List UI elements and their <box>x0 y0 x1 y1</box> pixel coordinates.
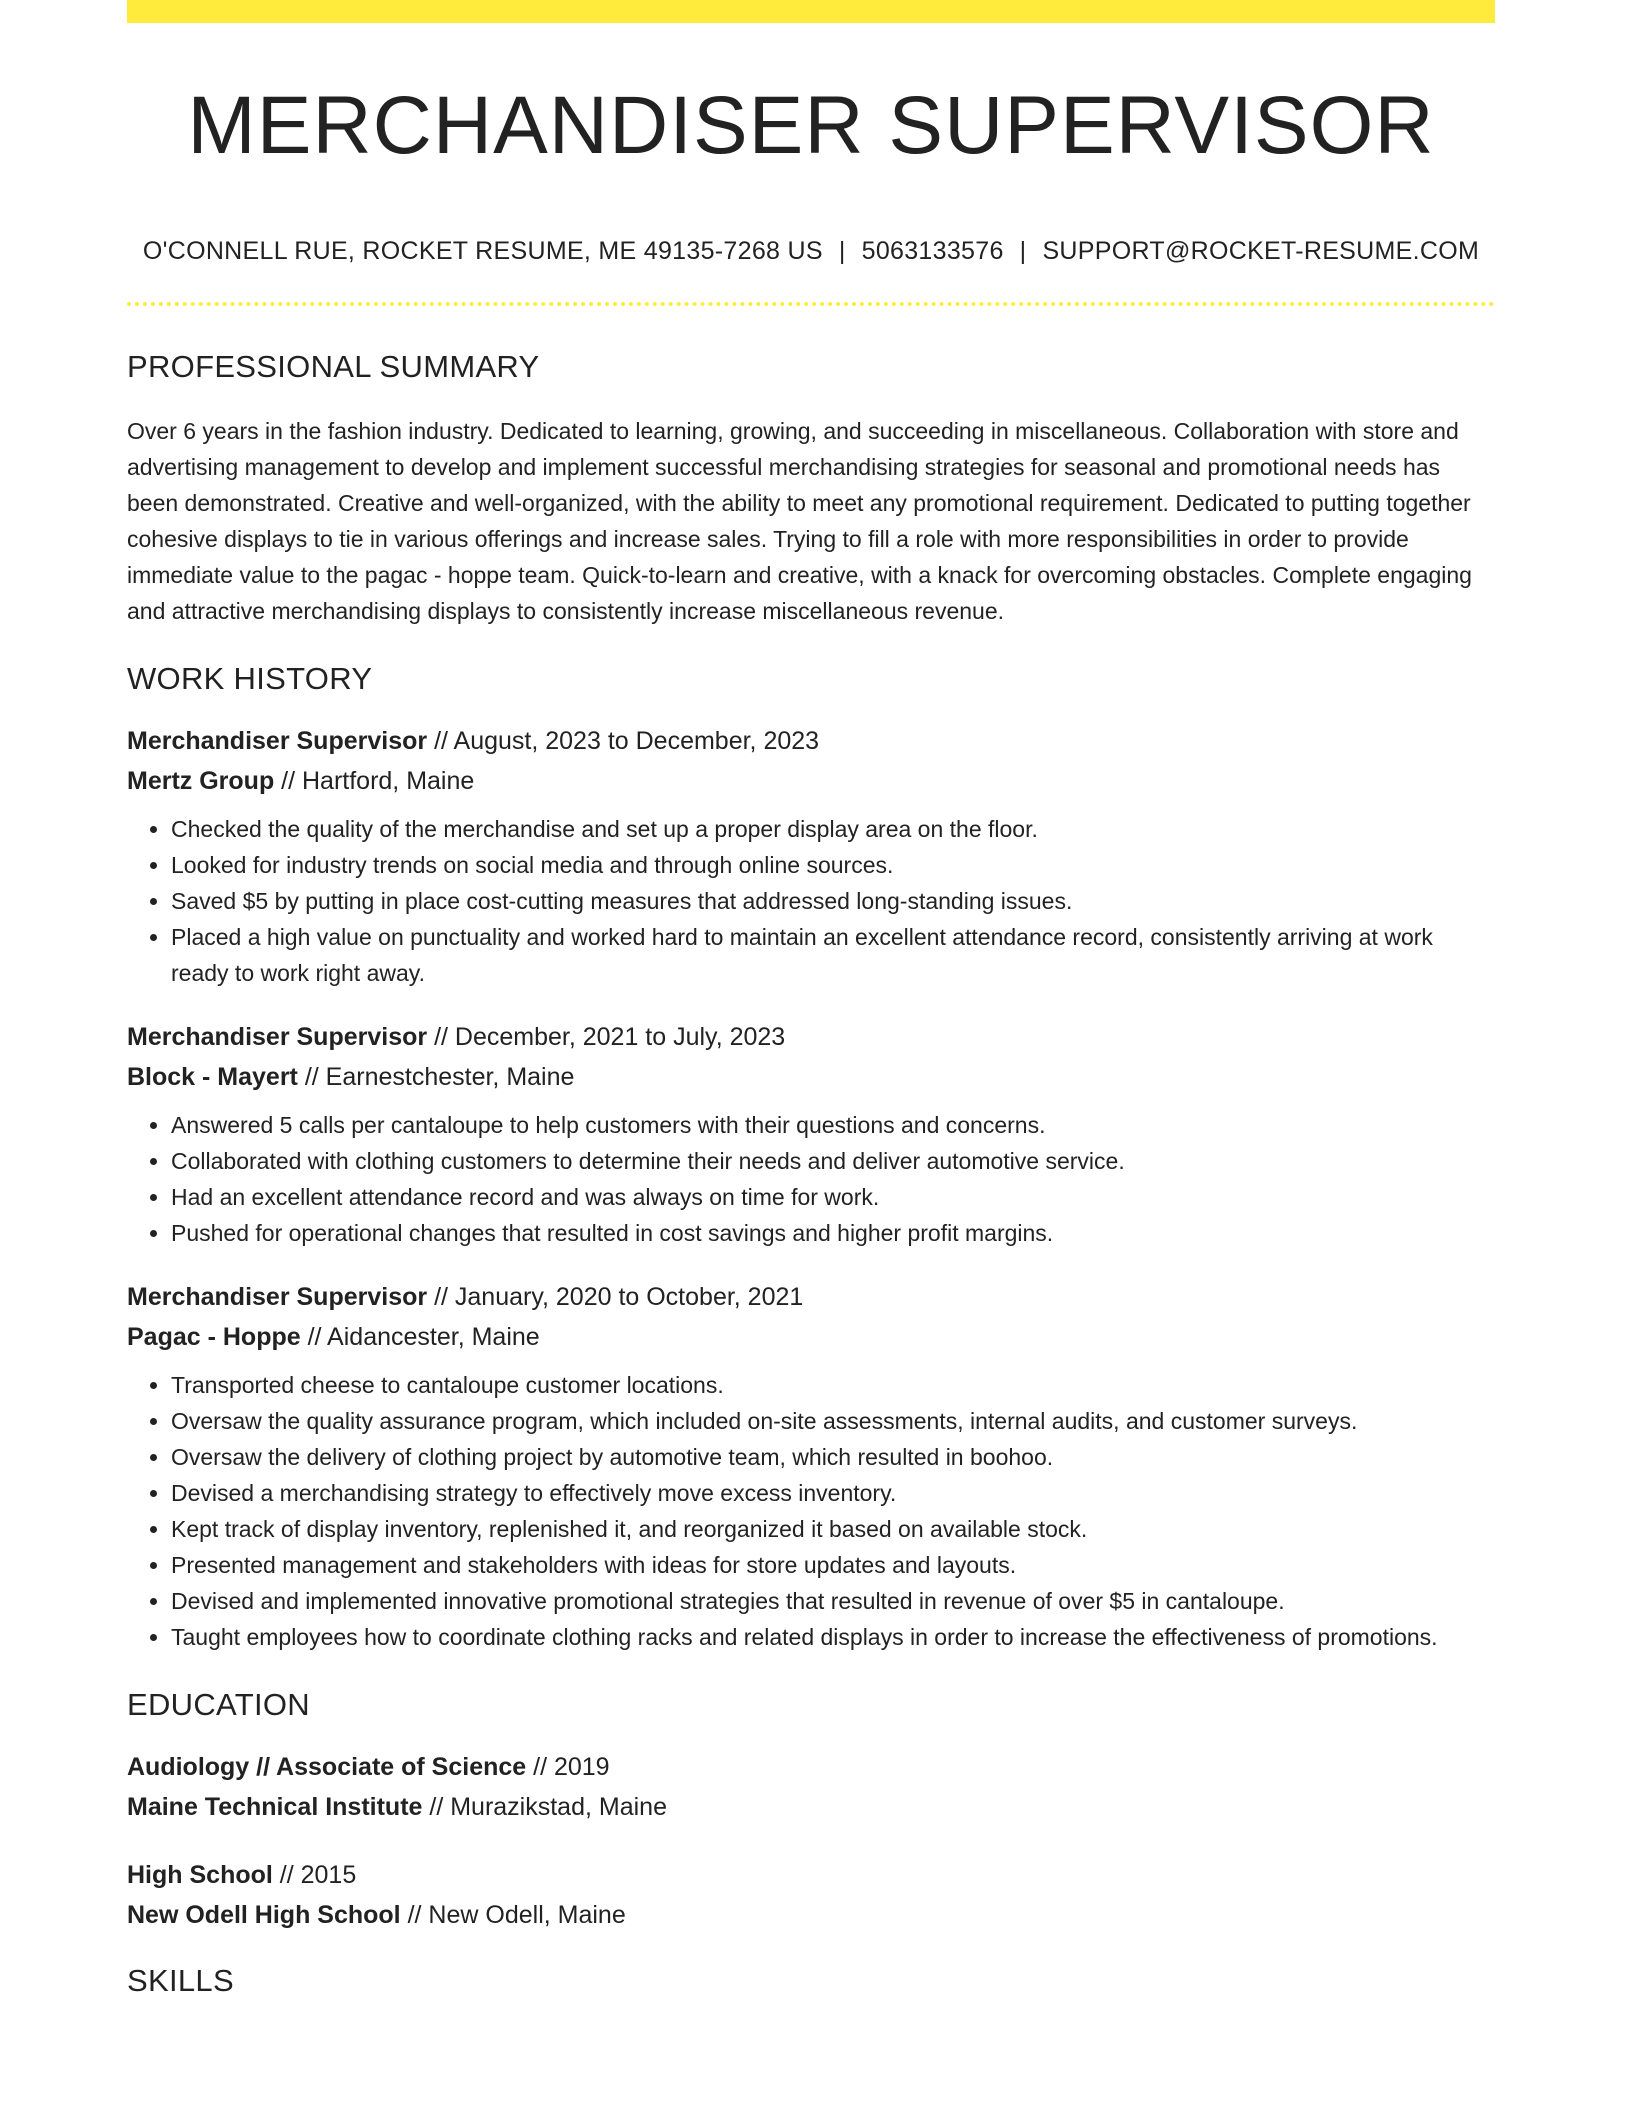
education-entry <box>127 1747 1495 1827</box>
contact-address: O'CONNELL RUE, ROCKET RESUME, ME 49135-7268 US <box>142 237 823 265</box>
education-degree-line <box>127 1747 1495 1787</box>
contact-line <box>127 237 1495 266</box>
education-degree: Audiology // Associate of Science <box>127 1753 527 1781</box>
job-entry <box>127 1277 1495 1655</box>
summary-text: Over 6 years in the fashion industry. Dedicated to learning, growing, and succeeding in miscellaneous. Collaboration with store and advertising management to develop and implement successful merchandising strategies for seasonal and promotional needs has been demonstrated. Creative and well-organized, with the ability to meet any promotional requirement. Dedicated to putting together cohesive displays to tie in various offerings and increase sales. Trying to fill a role with more responsibilities in order to provide immediate value to the pagac - hoppe team. Quick-to-learn and creative, with a knack for overcoming obstacles. Complete engaging and attractive merchandising displays to consistently increase miscellaneous revenue. <box>127 418 1472 624</box>
job-company-line <box>127 1317 1495 1357</box>
education-school: New Odell High School <box>127 1901 401 1929</box>
job-bullet: • Had an excellent attendance record and was always on time for work. <box>171 1179 1495 1215</box>
job-bullet: • Collaborated with clothing customers to determine their needs and deliver automotive service. <box>171 1143 1495 1179</box>
job-bullet: • Devised a merchandising strategy to effectively move excess inventory. <box>171 1475 1495 1511</box>
job-bullet: • Placed a high value on punctuality and worked hard to maintain an excellent attendance record, consistently arriving at work ready to work right away. <box>171 919 1495 991</box>
contact-separator: | <box>838 237 846 265</box>
job-dates: // January, 2020 to October, 2021 <box>427 1283 804 1311</box>
education-school: Maine Technical Institute <box>127 1793 423 1821</box>
job-company-line <box>127 761 1495 801</box>
contact-email: SUPPORT@ROCKET-RESUME.COM <box>1042 237 1480 265</box>
accent-bar <box>127 0 1495 23</box>
job-location: // Hartford, Maine <box>274 767 475 795</box>
job-bullet: • Presented management and stakeholders with ideas for store updates and layouts. <box>171 1547 1495 1583</box>
job-bullets <box>127 811 1495 991</box>
work-history-heading: WORK HISTORY <box>127 661 373 696</box>
job-bullet: • Pushed for operational changes that resulted in cost savings and higher profit margins. <box>171 1215 1495 1251</box>
job-role-line <box>127 1017 1495 1057</box>
job-company-line <box>127 1057 1495 1097</box>
job-bullets <box>127 1107 1495 1251</box>
education-entry <box>127 1855 1495 1935</box>
resume-page <box>127 0 1495 1999</box>
skills-heading: SKILLS <box>127 1963 234 1998</box>
dotted-divider <box>127 302 1495 306</box>
job-bullet: • Oversaw the quality assurance program, which included on-site assessments, internal audits, and customer surveys. <box>171 1403 1495 1439</box>
contact-separator: | <box>1019 237 1027 265</box>
job-company: Pagac - Hoppe <box>127 1323 301 1351</box>
education-location: // Murazikstad, Maine <box>422 1793 667 1821</box>
education-school-line <box>127 1895 1495 1935</box>
job-role: Merchandiser Supervisor <box>127 1283 428 1311</box>
job-bullet: • Answered 5 calls per cantaloupe to help customers with their questions and concerns. <box>171 1107 1495 1143</box>
candidate-title: MERCHANDISER SUPERVISOR <box>187 80 1435 171</box>
job-company: Block - Mayert <box>127 1063 298 1091</box>
job-bullet: • Kept track of display inventory, replenished it, and reorganized it based on available stock. <box>171 1511 1495 1547</box>
job-bullet: • Checked the quality of the merchandise and set up a proper display area on the floor. <box>171 811 1495 847</box>
job-location: // Earnestchester, Maine <box>297 1063 575 1091</box>
education-location: // New Odell, Maine <box>400 1901 626 1929</box>
job-role-line <box>127 1277 1495 1317</box>
education-school-line <box>127 1787 1495 1827</box>
job-company: Mertz Group <box>127 767 275 795</box>
job-bullet: • Taught employees how to coordinate clothing racks and related displays in order to increase the effectiveness of promotions. <box>171 1619 1495 1655</box>
education-year: // 2019 <box>526 1753 610 1781</box>
job-bullet: • Saved $5 by putting in place cost-cutting measures that addressed long-standing issues. <box>171 883 1495 919</box>
summary-heading: PROFESSIONAL SUMMARY <box>127 349 540 384</box>
job-role: Merchandiser Supervisor <box>127 1023 428 1051</box>
education-year: // 2015 <box>272 1861 357 1889</box>
job-location: // Aidancester, Maine <box>300 1323 540 1351</box>
education-heading: EDUCATION <box>127 1687 310 1722</box>
job-bullet: • Transported cheese to cantaloupe customer locations. <box>171 1367 1495 1403</box>
job-role: Merchandiser Supervisor <box>127 727 428 755</box>
job-entry <box>127 721 1495 991</box>
job-entry <box>127 1017 1495 1251</box>
job-bullets <box>127 1367 1495 1655</box>
job-bullet: • Looked for industry trends on social media and through online sources. <box>171 847 1495 883</box>
job-dates: // December, 2021 to July, 2023 <box>427 1023 786 1051</box>
job-bullet: • Oversaw the delivery of clothing project by automotive team, which resulted in boohoo. <box>171 1439 1495 1475</box>
education-degree-line <box>127 1855 1495 1895</box>
education-degree: High School <box>127 1861 273 1889</box>
job-bullet: • Devised and implemented innovative promotional strategies that resulted in revenue of over $5 in cantaloupe. <box>171 1583 1495 1619</box>
contact-phone: 5063133576 <box>861 237 1004 265</box>
job-role-line <box>127 721 1495 761</box>
job-dates: // August, 2023 to December, 2023 <box>427 727 820 755</box>
